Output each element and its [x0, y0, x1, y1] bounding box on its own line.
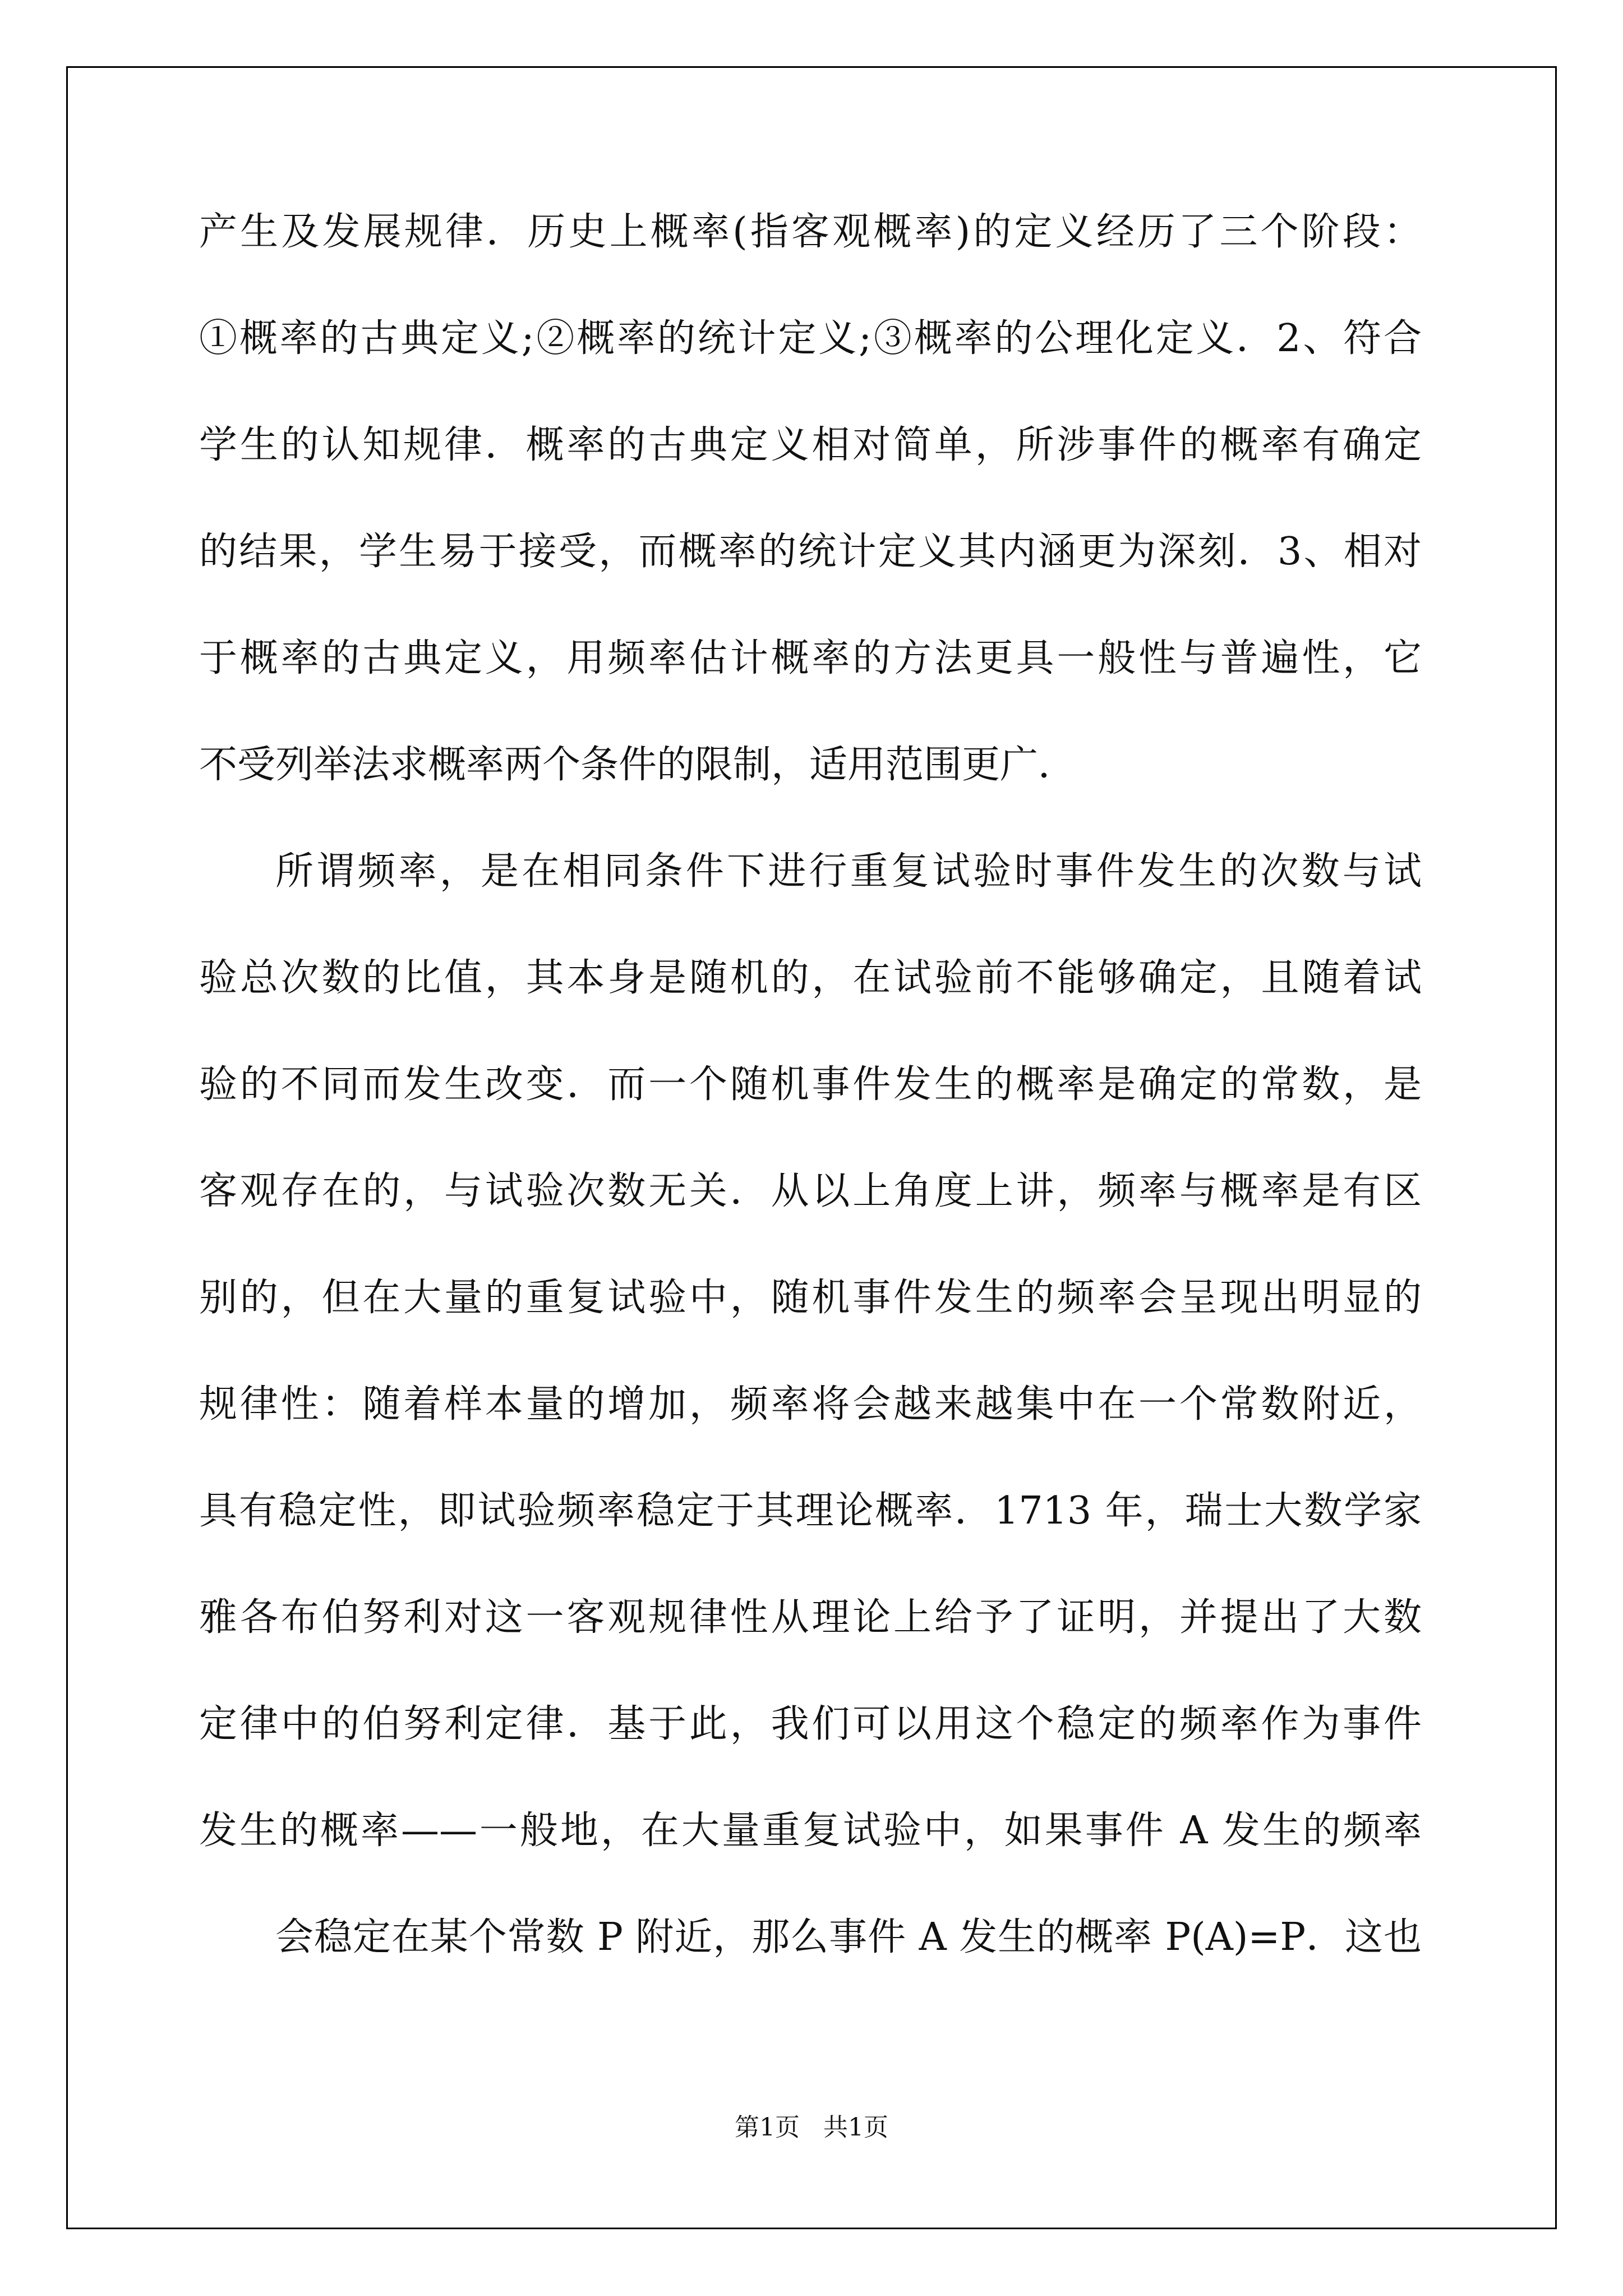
text-line: 产生及发展规律．历史上概率(指客观概率)的定义经历了三个阶段：: [199, 210, 1422, 254]
document-body: [199, 210, 1422, 2025]
text-line: ①概率的古典定义;②概率的统计定义;③概率的公理化定义．2、符合: [199, 316, 1422, 361]
text-line: 的结果，学生易于接受，而概率的统计定义其内涵更为深刻．3、相对: [199, 530, 1422, 574]
text-line: 不受列举法求概率两个条件的限制，适用范围更广．: [199, 743, 1077, 787]
text-line: 会稳定在某个常数 P 附近，那么事件 A 发生的概率 P(A)=P．这也: [275, 1915, 1422, 1959]
text-line: 别的，但在大量的重复试验中，随机事件发生的频率会呈现出明显的: [199, 1276, 1422, 1320]
text-line: 雅各布伯努利对这一客观规律性从理论上给予了证明，并提出了大数: [199, 1595, 1422, 1640]
text-line: 具有稳定性，即试验频率稳定于其理论概率．1713 年，瑞士大数学家: [199, 1489, 1422, 1533]
text-line: 发生的概率——一般地，在大量重复试验中，如果事件 A 发生的频率: [199, 1809, 1422, 1853]
text-line: 于概率的古典定义，用频率估计概率的方法更具一般性与普遍性，它: [199, 636, 1422, 680]
text-line: 定律中的伯努利定律．基于此，我们可以用这个稳定的频率作为事件: [199, 1702, 1422, 1746]
page-number: 第1页 共1页: [735, 2113, 888, 2142]
text-line: 学生的认知规律．概率的古典定义相对简单，所涉事件的概率有确定: [199, 423, 1422, 467]
text-line: 客观存在的，与试验次数无关．从以上角度上讲，频率与概率是有区: [199, 1169, 1422, 1213]
text-line: 规律性：随着样本量的增加，频率将会越来越集中在一个常数附近，: [199, 1382, 1422, 1427]
text-line: 验总次数的比值，其本身是随机的，在试验前不能够确定，且随着试: [199, 956, 1422, 1000]
text-line: 验的不同而发生改变．而一个随机事件发生的概率是确定的常数，是: [199, 1062, 1422, 1107]
text-line: 所谓频率，是在相同条件下进行重复试验时事件发生的次数与试: [275, 849, 1422, 894]
